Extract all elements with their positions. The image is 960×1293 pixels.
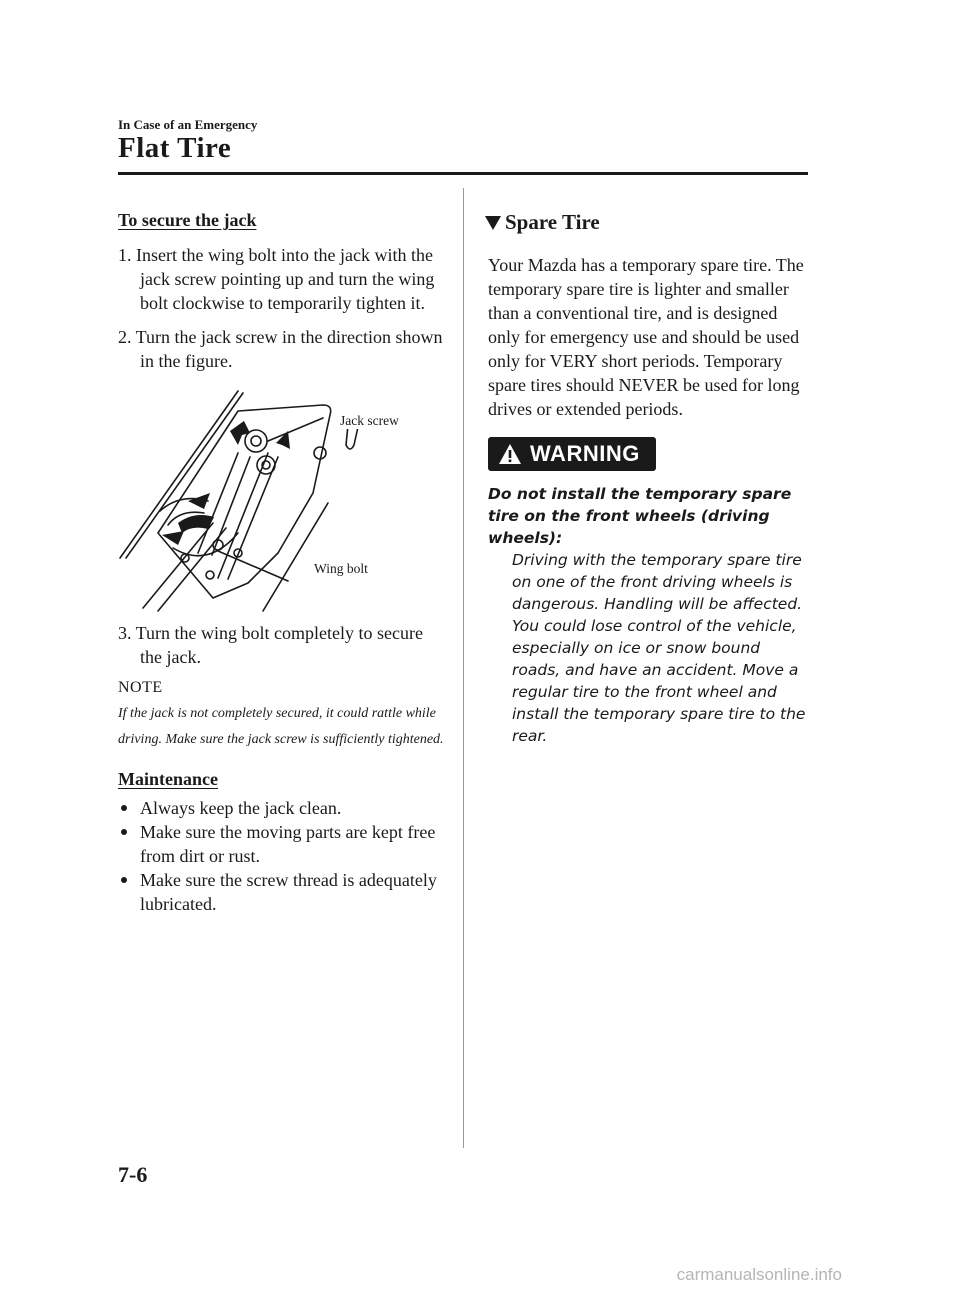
step-3: 3. Turn the wing bolt completely to secure the jack.	[118, 623, 423, 667]
warning-body: Driving with the temporary spare tire on one of the front driving wheels is dangerous. Handling will be affected. You could lose control of the vehicle, especially on ice or snow bound roads, and have an accident. Move a regular tire to the front wheel and install the temporary spare tire to the rear.	[512, 551, 806, 745]
list-item	[118, 820, 448, 868]
list-item	[118, 868, 448, 916]
wing-bolt-label: Wing bolt	[314, 561, 368, 576]
bullet-icon	[121, 877, 127, 883]
secure-jack-heading: To secure the jack	[118, 210, 257, 230]
watermark: carmanualsonline.info	[676, 1265, 842, 1284]
warning-label: WARNING	[530, 441, 640, 466]
warning-icon	[498, 443, 522, 465]
note-text: If the jack is not completely secured, it could rattle while driving. Make sure the jack screw is sufficiently tightened.	[118, 706, 444, 747]
list-item-text: Make sure the screw thread is adequately lubricated.	[140, 870, 437, 914]
step-2: 2. Turn the jack screw in the direction shown in the figure.	[118, 327, 443, 371]
title-rule	[118, 172, 808, 175]
spare-tire-heading-text: Spare Tire	[505, 210, 600, 234]
page-title: Flat Tire	[118, 132, 232, 164]
left-column	[118, 210, 448, 916]
bullet-icon	[121, 805, 127, 811]
column-divider	[463, 188, 464, 1148]
spare-tire-body: Your Mazda has a temporary spare tire. The temporary spare tire is lighter and smaller than a conventional tire, and is designed only for emergency use and should be used only for VERY short periods. Temporary spare tires should NEVER be used for long drives or extended periods.	[488, 255, 804, 419]
note-heading: NOTE	[118, 679, 163, 696]
right-column	[488, 210, 808, 747]
step-1: 1. Insert the wing bolt into the jack with the jack screw pointing up and turn the wing bolt clockwise to temporarily tighten it.	[118, 245, 435, 313]
list-item	[118, 796, 448, 820]
warning-badge	[488, 437, 656, 471]
jack-screw-label: Jack screw	[340, 413, 399, 428]
warning-lead: Do not install the temporary spare tire on the front wheels (driving wheels):	[488, 485, 792, 547]
jack-figure	[118, 383, 418, 613]
spare-tire-heading	[485, 210, 808, 235]
maintenance-heading: Maintenance	[118, 769, 218, 789]
bullet-icon	[121, 829, 127, 835]
section-label: In Case of an Emergency	[118, 117, 258, 132]
list-item-text: Always keep the jack clean.	[140, 798, 342, 818]
triangle-down-icon	[485, 216, 501, 230]
maintenance-list	[118, 796, 448, 916]
page-number: 7-6	[118, 1162, 148, 1187]
list-item-text: Make sure the moving parts are kept free from dirt or rust.	[140, 822, 436, 866]
